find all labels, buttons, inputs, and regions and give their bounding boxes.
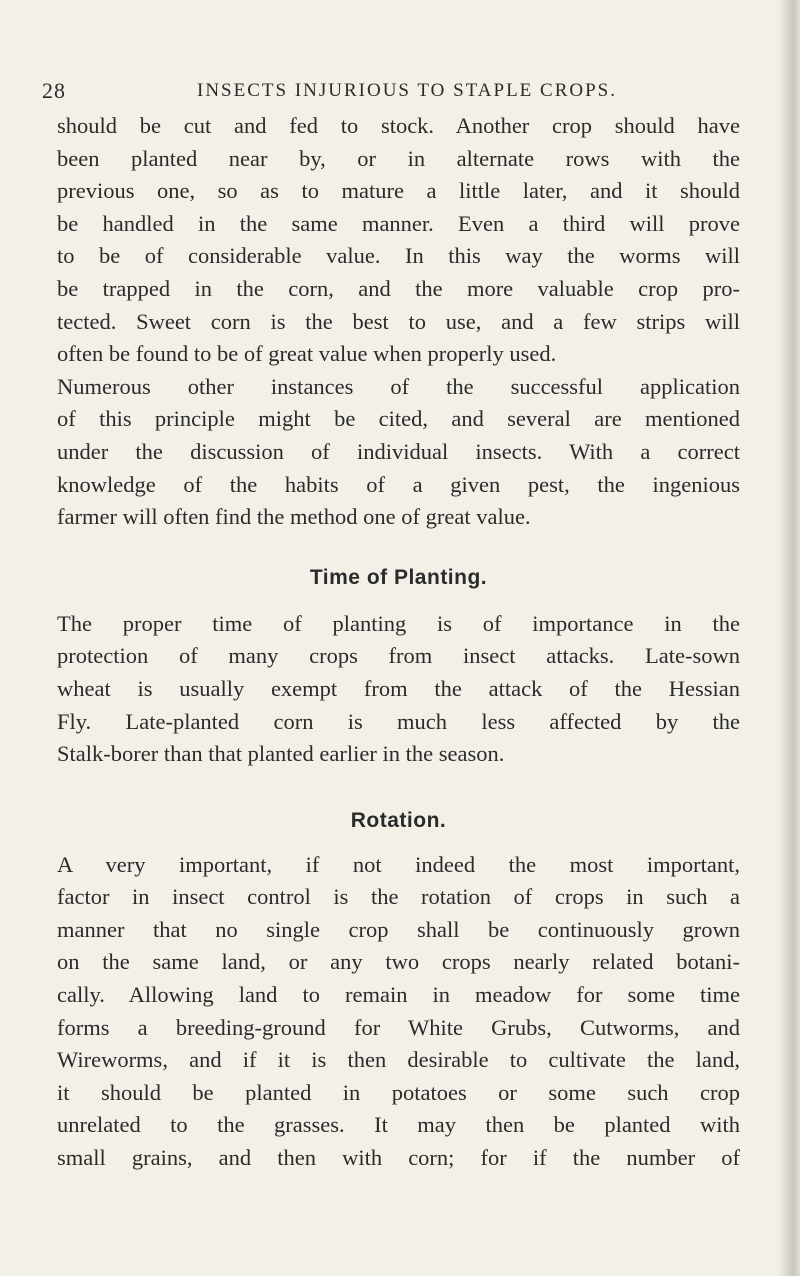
text-line: forms a breeding-ground for White Grubs, Cutworms, and <box>57 1014 740 1040</box>
text-line: on the same land, or any two crops nearly related botani- <box>57 949 740 975</box>
body-text <box>57 110 740 1175</box>
text-line: it should be planted in potatoes or some such crop <box>57 1079 740 1105</box>
text-line: wheat is usually exempt from the attack of the Hessian <box>57 675 740 701</box>
text-line: Wireworms, and if it is then desirable to cultivate the land, <box>57 1047 740 1073</box>
text-line: should be cut and fed to stock. Another crop should have <box>57 113 740 138</box>
page-header <box>42 78 772 108</box>
text-line: be trapped in the corn, and the more valuable crop pro- <box>57 275 740 301</box>
text-line: previous one, so as to mature a little later, and it should <box>57 178 740 204</box>
text-line: tected. Sweet corn is the best to use, and a few strips will <box>57 308 740 334</box>
text-line: knowledge of the habits of a given pest, the ingenious <box>57 471 740 497</box>
text-line: The proper time of planting is of importance in the <box>57 610 740 636</box>
text-line: often be found to be of great value when properly used. <box>57 341 557 367</box>
section-heading-rotation: Rotation. <box>350 808 447 832</box>
text-line: Stalk-borer than that planted earlier in the season. <box>57 741 505 767</box>
text-line: under the discussion of individual insects. With a correct <box>57 438 740 464</box>
text-line: be handled in the same manner. Even a third will prove <box>57 210 740 236</box>
page-edge-shadow <box>778 0 800 1276</box>
text-line: been planted near by, or in alternate rows with the <box>57 145 740 171</box>
text-line: small grains, and then with corn; for if the number of <box>57 1145 740 1171</box>
text-line: Fly. Late-planted corn is much less affected by the <box>57 708 740 734</box>
section-heading-time-of-planting: Time of Planting. <box>309 565 488 589</box>
paragraph-time-of-planting <box>57 608 740 771</box>
paragraph-rotation <box>57 849 740 1175</box>
text-line: manner that no single crop shall be continuously grown <box>57 916 740 942</box>
text-line: A very important, if not indeed the most important, <box>57 851 740 877</box>
text-line: to be of considerable value. In this way the worms will <box>57 243 740 269</box>
text-line: farmer will often find the method one of great value. <box>57 504 531 530</box>
text-line: cally. Allowing land to remain in meadow for some time <box>57 982 740 1008</box>
text-line: unrelated to the grasses. It may then be planted with <box>57 1112 740 1138</box>
text-line: of this principle might be cited, and several are mentioned <box>57 406 740 432</box>
paragraph-intro <box>57 110 740 534</box>
page-number: 28 <box>42 78 66 103</box>
text-line: protection of many crops from insect attacks. Late-sown <box>57 643 740 669</box>
running-head: INSECTS INJURIOUS TO STAPLE CROPS. <box>197 80 617 101</box>
text-line: factor in insect control is the rotation of crops in such a <box>57 884 740 910</box>
text-line: Numerous other instances of the successful application <box>57 373 740 399</box>
